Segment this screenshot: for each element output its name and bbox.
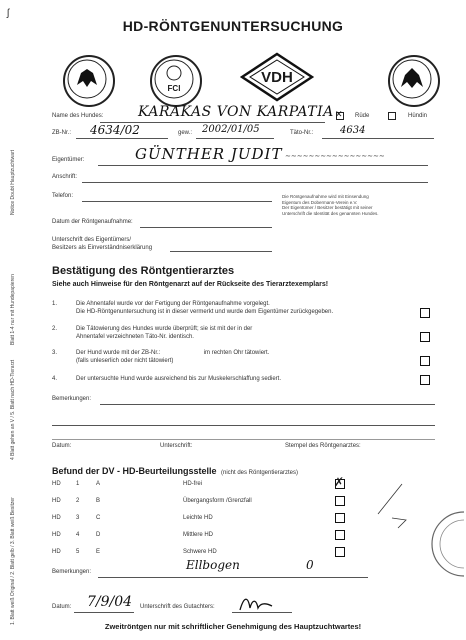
phone-line — [82, 201, 272, 202]
owner-value: GÜNTHER JUDIT — [135, 145, 283, 163]
dv-row-text: Übergangsform /Grenzfall — [183, 498, 252, 504]
vet-sign-label: Unterschrift: — [160, 443, 193, 449]
gew-value: 2002/01/05 — [202, 124, 260, 135]
dv-row-num: 4 — [76, 532, 80, 538]
vet-item-4-num: 4. — [52, 376, 58, 382]
margin-note-mid: Blatt 1-4 nur mit Hundepapieren — [10, 274, 16, 345]
dv-row-hd: HD — [52, 515, 61, 521]
vet-item-2-text: Die Tätowierung des Hundes wurde überprüft; sie ist mit der in der Ahnentafel verzeichneten Täto-Nr. identisch. — [76, 326, 253, 340]
zb-line — [76, 138, 168, 139]
owner-label: Eigentümer: — [52, 157, 85, 163]
gew-line — [196, 138, 274, 139]
vet-item-1-num: 1. — [52, 301, 58, 307]
dog-emblem-icon — [63, 55, 111, 103]
address-line — [82, 182, 428, 183]
tato-line — [322, 138, 434, 139]
vet-item-3-num: 3. — [52, 350, 58, 356]
gew-label: gew.: — [178, 130, 193, 136]
dv-row-num: 1 — [76, 481, 80, 487]
footer-note: Zweitröntgen nur mit schriftlicher Genehmigung des Hauptzuchtwartes! — [104, 622, 362, 631]
dog-name-value: KARAKAS VON KARPATIA — [138, 104, 334, 120]
dv-heading-text: Befund der DV - HD-Beurteilungsstelle — [52, 466, 217, 476]
dv-row-num: 2 — [76, 498, 80, 504]
dv-remarks-value-2: 0 — [306, 558, 314, 572]
ruede-label: Rüde — [355, 113, 370, 119]
dv-date-value: 7/9/04 — [87, 594, 133, 610]
dv-row-letter: E — [96, 549, 101, 555]
dv-row-letter: C — [96, 515, 101, 521]
dv-row-hd: HD — [52, 481, 61, 487]
owner-line — [98, 165, 428, 166]
ruede-check-mark: ✕ — [335, 109, 343, 119]
zb-label: ZB-Nr.: — [52, 130, 71, 136]
dv-heading-note: (nicht des Röntgentierarztes) — [220, 470, 299, 476]
vet-date-label: Datum: — [52, 443, 72, 449]
dv-row-2-checkbox[interactable] — [335, 496, 345, 506]
dv-row-text: Leichte HD — [183, 515, 213, 521]
vet-stamp-label: Stempel des Röntgenarztes: — [285, 443, 361, 449]
vet-heading: Bestätigung des Röntgentierarztes — [52, 265, 235, 277]
margin-note-top: Notice Doubt Hauptzuchtwart — [10, 149, 16, 215]
vet-item-1-checkbox[interactable] — [420, 308, 430, 318]
margin-note-low: 4 Blatt gehen an V / 5. Blatt nach HD-Tierarzt — [10, 359, 16, 460]
dv-row-5-checkbox[interactable] — [335, 547, 345, 557]
vet-subheading: Siehe auch Hinweise für den Röntgenarzt auf der Rückseite des Tierarztexemplars! — [52, 281, 329, 288]
huendin-label: Hündin — [408, 113, 428, 119]
page-title: HD-RÖNTGENUNTERSUCHUNG — [122, 18, 344, 34]
vet-remarks-line-2 — [52, 425, 435, 426]
dv-row-num: 3 — [76, 515, 80, 521]
owner-signature-line — [170, 251, 272, 252]
dv-row-letter: B — [96, 498, 101, 504]
dv-heading — [52, 461, 298, 479]
dv-row-hd: HD — [52, 549, 61, 555]
phone-label: Telefon: — [52, 193, 74, 199]
tato-label: Täto-Nr.: — [290, 130, 314, 136]
dv-row-letter: A — [96, 481, 101, 487]
ownership-notice: Die Röntgenaufnahme wird mit Einsendung Eigentum des Dobermann-Verein e.V. Der Eigentümer / Besitzer bestätigt mit seiner Unterschrift die Identität des genannten Hundes. — [282, 194, 379, 216]
vet-sign-line — [52, 439, 435, 440]
zb-value: 4634/02 — [90, 123, 140, 137]
dv-sign-label: Unterschrift des Gutachters: — [140, 604, 215, 610]
vet-item-2-num: 2. — [52, 326, 58, 332]
vet-item-4-checkbox[interactable] — [420, 375, 430, 385]
vet-item-1-text: Die Ahnentafel wurde vor der Fertigung der Röntgenaufnahme vorgelegt. Die HD-Röntgenuntersuchung ist in dieser vermerkt und wurde dem Eigentümer zurückgegeben. — [76, 301, 334, 315]
dv-remarks-value: Ellbogen — [186, 558, 240, 572]
vet-remarks-label: Bemerkungen: — [52, 396, 92, 402]
xray-date-label: Datum der Röntgenaufnahme: — [52, 219, 133, 225]
dv-row-text: HD-frei — [183, 481, 202, 487]
corner-mark: ʃ — [7, 8, 10, 19]
dog-emblem-icon — [388, 55, 436, 103]
dv-remarks-label: Bemerkungen: — [52, 569, 92, 575]
fci-label: FCI — [167, 84, 181, 93]
address-label: Anschrift: — [52, 174, 78, 180]
dv-row-3-checkbox[interactable] — [335, 513, 345, 523]
tato-value: 4634 — [340, 125, 366, 136]
official-stamp-icon — [430, 510, 466, 580]
vet-item-3-checkbox[interactable] — [420, 356, 430, 366]
xray-date-line — [140, 227, 272, 228]
dv-remarks-line — [98, 577, 368, 578]
dv-row-text: Mittlere HD — [183, 532, 214, 538]
vet-item-4-text: Der untersuchte Hund wurde ausreichend bis zur Muskelerschlaffung sediert. — [76, 376, 281, 382]
dv-row-num: 5 — [76, 549, 80, 555]
vdh-label: VDH — [261, 69, 293, 86]
dv-sign-line — [232, 612, 292, 613]
club-logo-left — [63, 55, 115, 107]
dog-name-label: Name des Hundes: — [52, 113, 104, 119]
dv-row-1-check-mark: ✗ — [334, 475, 345, 489]
vdh-logo — [240, 52, 314, 102]
vet-remarks-line-1 — [100, 404, 435, 405]
huendin-checkbox[interactable] — [388, 112, 396, 120]
fci-logo — [150, 55, 202, 107]
club-logo-right — [388, 55, 440, 107]
pen-scribble-icon — [372, 480, 412, 540]
margin-note-bottom: 1. Blatt weiß Original / 2. Blatt gelb / 3. Blatt weiß Besitzer — [10, 497, 16, 625]
vet-item-2-checkbox[interactable] — [420, 332, 430, 342]
dv-row-hd: HD — [52, 498, 61, 504]
owner-extra-scribble: ∼∼∼∼∼∼∼∼∼∼∼∼∼∼∼∼∼ — [285, 152, 385, 160]
dv-row-text: Schwere HD — [183, 549, 217, 555]
dv-date-label: Datum: — [52, 604, 72, 610]
owner-signature-label: Unterschrift des Eigentümers/ Besitzers als Einverständniserklärung — [52, 237, 153, 251]
dv-row-4-checkbox[interactable] — [335, 530, 345, 540]
dv-row-letter: D — [96, 532, 101, 538]
dv-date-line — [74, 612, 134, 613]
dv-row-hd: HD — [52, 532, 61, 538]
vet-item-3-text: Der Hund wurde mit der ZB-Nr.: im rechten Ohr tätowiert. (falls unleserlich oder nicht tätowiert) — [76, 350, 270, 364]
